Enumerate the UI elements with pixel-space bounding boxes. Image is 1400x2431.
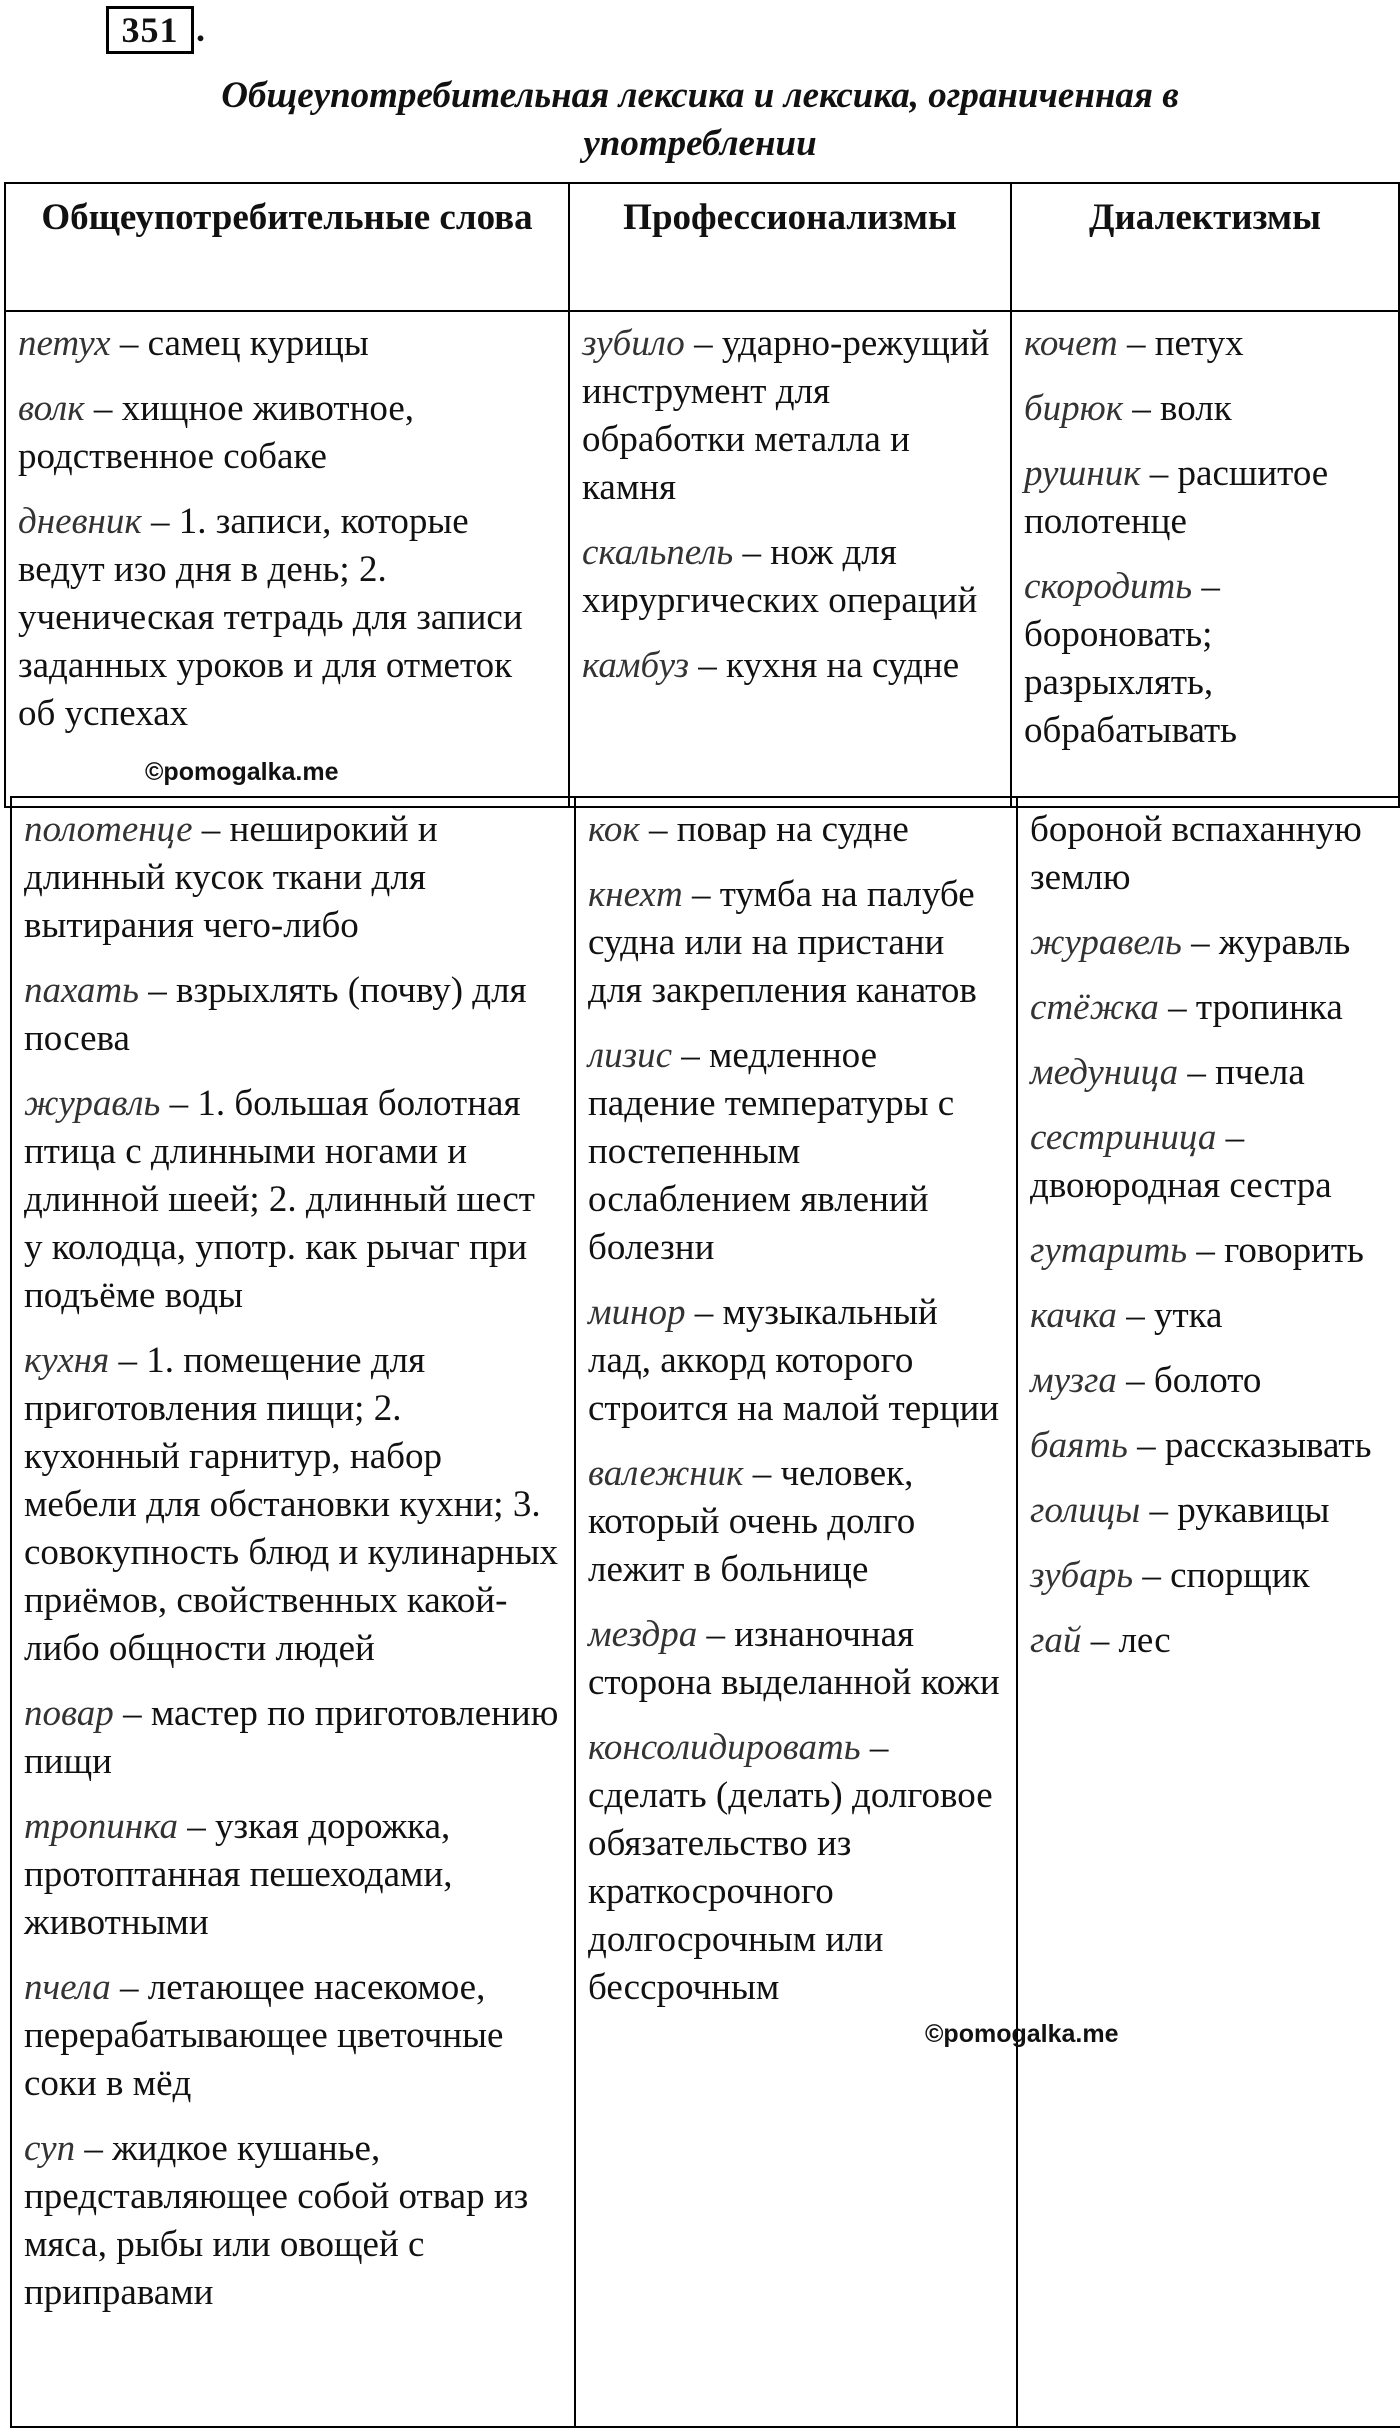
professionalisms-cell xyxy=(575,797,1017,2427)
term-definition: пчела xyxy=(1215,1052,1305,1093)
term-dash: – xyxy=(123,1693,142,1734)
term-word: сестриница xyxy=(1030,1117,1217,1158)
term-word: гутарить xyxy=(1030,1230,1188,1271)
term-definition: 1. помещение для приготовления пищи; 2. кухонный гарнитур, набор мебели для обстановки кухни; 3. совокупность блюд и кулинарных приёмов, свойственных какой-либо общности людей xyxy=(24,1340,559,1669)
term-dash: – xyxy=(869,1727,889,1768)
term-entry xyxy=(1030,984,1388,1032)
table-header-row xyxy=(5,183,1399,311)
term-definition: тумба на палубе судна или на пристани для закрепления канатов xyxy=(588,874,977,1011)
term-definition: музыкальный лад, аккорд которого строится на малой терции xyxy=(588,1292,1000,1429)
term-word: дневник xyxy=(18,501,142,542)
dialectisms-cell xyxy=(1011,311,1399,807)
term-entry xyxy=(1030,1227,1388,1275)
lexicon-table-part-1 xyxy=(4,182,1400,808)
term-entry xyxy=(588,1611,1004,1707)
term-dash: – xyxy=(742,532,762,573)
term-word: тропинка xyxy=(24,1806,178,1847)
term-entry xyxy=(1024,385,1386,433)
term-dash: – xyxy=(1225,1117,1245,1158)
term-dash: – xyxy=(201,809,221,850)
term-entry xyxy=(24,967,562,1063)
term-dash: – xyxy=(1126,1360,1145,1401)
header-professionalisms: Профессионализмы xyxy=(569,183,1011,311)
term-dash: – xyxy=(698,645,717,686)
term-word: журавель xyxy=(1030,922,1182,963)
term-definition: 1. большая болотная птица с длинными ногами и длинной шеей; 2. длинный шест у колодца, употр. как рычаг при подъёме воды xyxy=(24,1083,535,1316)
term-dash: – xyxy=(1191,922,1210,963)
common-words-cell xyxy=(5,311,569,807)
term-word: рушник xyxy=(1024,453,1141,494)
term-dash: – xyxy=(1149,1490,1168,1531)
term-definition: медленное падение температуры с постепенным ослаблением явлений болезни xyxy=(588,1035,955,1268)
dialectisms-cell xyxy=(1017,797,1400,2427)
term-definition: самец курицы xyxy=(147,323,369,364)
term-entry xyxy=(1024,320,1386,368)
term-word: музга xyxy=(1030,1360,1117,1401)
term-definition: тропинка xyxy=(1195,987,1343,1028)
term-word: гай xyxy=(1030,1620,1082,1661)
term-definition: изнаночная сторона выделанной кожи xyxy=(588,1614,1000,1703)
term-word: кнехт xyxy=(588,874,683,915)
term-definition: говорить xyxy=(1224,1230,1364,1271)
term-entry xyxy=(1030,1114,1388,1210)
term-dash: – xyxy=(169,1083,189,1124)
term-entry xyxy=(588,806,1004,854)
term-dash: – xyxy=(1090,1620,1110,1661)
term-definition: лес xyxy=(1118,1620,1171,1661)
term-definition: болото xyxy=(1153,1360,1262,1401)
term-entry xyxy=(24,1690,562,1786)
term-entry xyxy=(1030,919,1388,967)
term-word: лизис xyxy=(588,1035,672,1076)
term-entry xyxy=(24,1803,562,1947)
term-entry xyxy=(588,1724,1004,2012)
term-entry xyxy=(18,385,556,481)
term-entry xyxy=(582,529,998,625)
term-entry xyxy=(24,2125,562,2317)
term-dash: – xyxy=(150,501,170,542)
term-definition: нож для хирургических операций xyxy=(582,532,978,621)
page-title: Общеупотребительная лексика и лексика, ограниченная в употреблении xyxy=(221,75,1179,164)
term-definition: утка xyxy=(1153,1295,1223,1336)
term-definition: спорщик xyxy=(1170,1555,1310,1596)
term-word: зубило xyxy=(582,323,685,364)
term-entry xyxy=(588,1289,1004,1433)
term-entry xyxy=(18,498,556,738)
term-entry xyxy=(1024,563,1386,755)
term-word: скальпель xyxy=(582,532,734,573)
term-word: повар xyxy=(24,1693,114,1734)
term-dash: – xyxy=(692,874,711,915)
term-dash: – xyxy=(1132,388,1151,429)
term-word: зубарь xyxy=(1030,1555,1134,1596)
term-dash: – xyxy=(752,1453,772,1494)
term-dash: – xyxy=(1149,453,1169,494)
term-entry xyxy=(582,320,998,512)
term-entry xyxy=(1030,1617,1388,1665)
term-entry xyxy=(1030,1422,1388,1470)
term-definition: узкая дорожка, протоптанная пешеходами, животными xyxy=(24,1806,453,1943)
term-definition: летающее насекомое, перерабатывающее цветочные соки в мёд xyxy=(24,1967,504,2104)
term-word: кок xyxy=(588,809,640,850)
term-word: баять xyxy=(1030,1425,1128,1466)
term-entry xyxy=(582,642,998,690)
term-dash: – xyxy=(84,2128,103,2169)
term-word: волк xyxy=(18,388,85,429)
term-dash: – xyxy=(681,1035,700,1076)
term-word: голицы xyxy=(1030,1490,1141,1531)
term-dash: – xyxy=(1201,566,1220,607)
term-entry xyxy=(24,806,562,950)
term-definition: сделать (делать) долговое обязательство из краткосрочного долгосрочным или бессрочным xyxy=(588,1775,993,2008)
watermark: ©pomogalka.me xyxy=(925,2020,1119,2048)
term-entry xyxy=(588,1450,1004,1594)
professionalisms-cell xyxy=(569,311,1011,807)
dialect-continuation: бороной вспаханную землю xyxy=(1030,809,1362,898)
term-word: скородить xyxy=(1024,566,1193,607)
term-dash: – xyxy=(1127,323,1146,364)
table-row xyxy=(5,311,1399,807)
term-entry xyxy=(18,320,556,368)
term-entry xyxy=(24,1080,562,1320)
term-definition: двоюродная сестра xyxy=(1030,1165,1332,1206)
term-dash: – xyxy=(694,1292,714,1333)
term-dash: – xyxy=(187,1806,206,1847)
term-word: бирюк xyxy=(1024,388,1124,429)
term-definition: 1. записи, которые ведут изо дня в день; 2. ученическая тетрадь для записи заданных уроков и для отметок об успехах xyxy=(18,501,523,734)
term-definition: жидкое кушанье, представляющее собой отвар из мяса, рыбы или овощей с приправами xyxy=(24,2128,529,2313)
term-dash: – xyxy=(694,323,713,364)
term-entry xyxy=(24,1337,562,1673)
term-dash: – xyxy=(1137,1425,1156,1466)
term-dash: – xyxy=(1187,1052,1206,1093)
term-dash: – xyxy=(148,970,167,1011)
lexicon-table-part-2 xyxy=(10,796,1400,2428)
term-entry xyxy=(1030,1487,1388,1535)
term-word: петух xyxy=(18,323,111,364)
term-definition: рукавицы xyxy=(1177,1490,1330,1531)
term-entry xyxy=(1024,450,1386,546)
term-entry xyxy=(24,1964,562,2108)
term-definition: рассказывать xyxy=(1164,1425,1372,1466)
term-word: валежник xyxy=(588,1453,744,1494)
term-definition: мастер по приготовлению пищи xyxy=(24,1693,559,1782)
term-word: минор xyxy=(588,1292,686,1333)
term-dash: – xyxy=(1196,1230,1215,1271)
term-definition: повар на судне xyxy=(676,809,909,850)
term-word: мездра xyxy=(588,1614,698,1655)
term-entry xyxy=(1030,1292,1388,1340)
term-dash: – xyxy=(648,809,668,850)
term-entry xyxy=(588,871,1004,1015)
term-word: пахать xyxy=(24,970,139,1011)
term-dash: – xyxy=(1142,1555,1161,1596)
term-dash: – xyxy=(706,1614,725,1655)
task-number: 351 xyxy=(106,6,194,54)
term-definition: бороновать; разрыхлять, обрабатывать xyxy=(1024,614,1238,751)
term-entry xyxy=(588,1032,1004,1272)
term-definition: кухня на судне xyxy=(726,645,960,686)
task-number-dot: . xyxy=(196,9,205,49)
term-word: стёжка xyxy=(1030,987,1159,1028)
term-entry xyxy=(1030,1357,1388,1405)
term-word: кухня xyxy=(24,1340,110,1381)
term-word: журавль xyxy=(24,1083,161,1124)
term-entry xyxy=(1030,1552,1388,1600)
term-definition: взрыхлять (почву) для посева xyxy=(24,970,527,1059)
term-dash: – xyxy=(1168,987,1187,1028)
term-dash: – xyxy=(118,1340,137,1381)
term-word: кочет xyxy=(1024,323,1118,364)
term-definition: расшитое полотенце xyxy=(1024,453,1329,542)
term-word: камбуз xyxy=(582,645,689,686)
term-word: полотенце xyxy=(24,809,193,850)
term-word: суп xyxy=(24,2128,76,2169)
term-definition: ударно-режущий инструмент для обработки металла и камня xyxy=(582,323,990,508)
term-dash: – xyxy=(120,1967,139,2008)
term-definition: петух xyxy=(1154,323,1244,364)
watermark: ©pomogalka.me xyxy=(145,758,339,786)
header-dialectisms: Диалектизмы xyxy=(1011,183,1399,311)
term-word: качка xyxy=(1030,1295,1117,1336)
term-definition: волк xyxy=(1160,388,1232,429)
term-word: медуница xyxy=(1030,1052,1179,1093)
term-word: консолидировать xyxy=(588,1727,861,1768)
term-word: пчела xyxy=(24,1967,111,2008)
term-dash: – xyxy=(1126,1295,1145,1336)
term-definition: человек, который очень долго лежит в больнице xyxy=(588,1453,916,1590)
common-words-cell xyxy=(11,797,575,2427)
table-row xyxy=(11,797,1400,2427)
term-entry xyxy=(1030,1049,1388,1097)
header-common-words: Общеупотребительные слова xyxy=(5,183,569,311)
term-dash: – xyxy=(93,388,113,429)
term-definition: журавль xyxy=(1218,922,1351,963)
term-definition: хищное животное, родственное собаке xyxy=(18,388,414,477)
term-dash: – xyxy=(119,323,139,364)
term-definition: неширокий и длинный кусок ткани для вытирания чего-либо xyxy=(24,809,438,946)
